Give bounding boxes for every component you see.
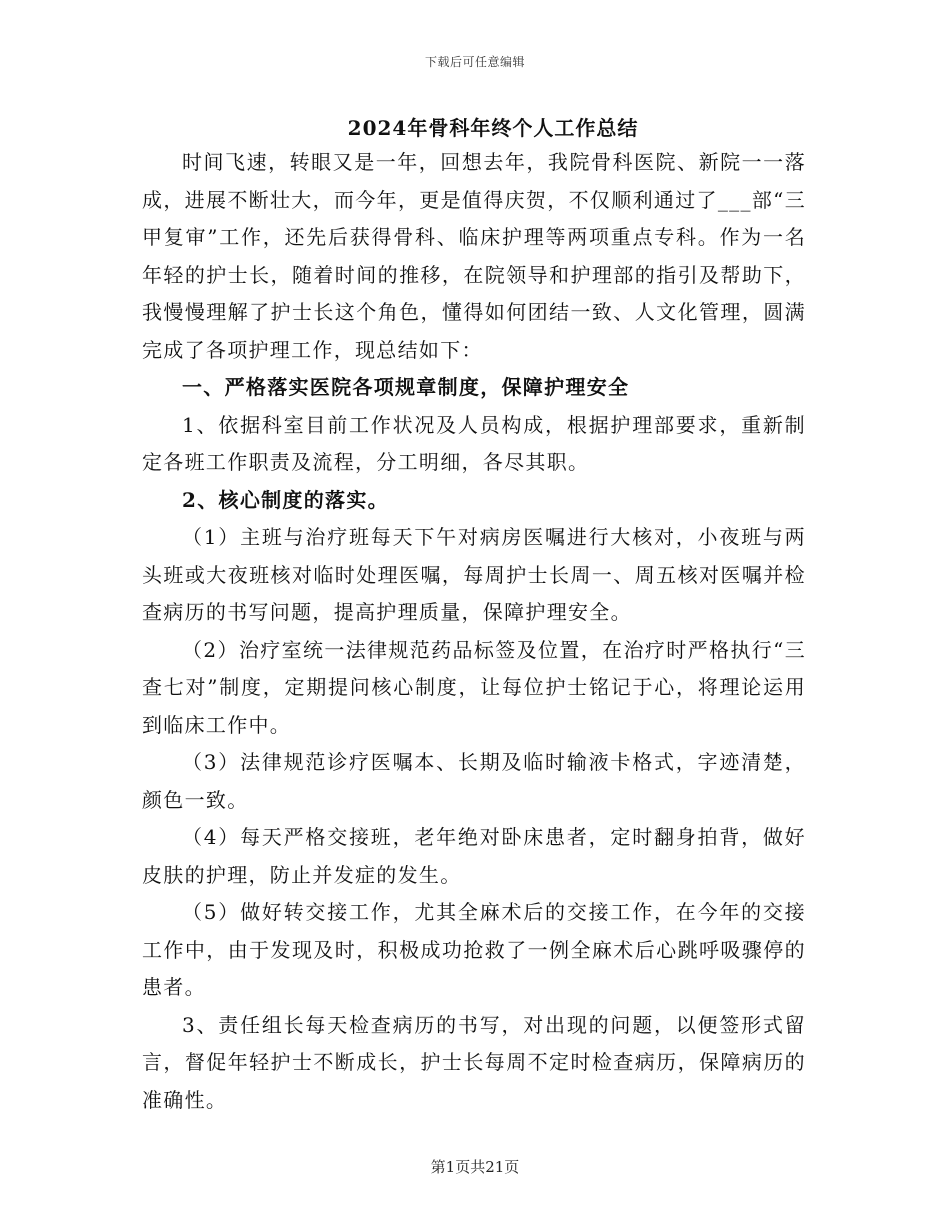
paragraph-item-3: 3、责任组长每天检查病历的书写，对出现的问题，以便签形式留言，督促年轻护士不断成长，护士长每周不定时检查病历，保障病历的准确性。 [142,1012,806,1112]
intro-paragraph: 时间飞速，转眼又是一年，回想去年，我院骨科医院、新院一一落成，进展不断壮大，而今年，更是值得庆贺，不仅顺利通过了___部“三甲复审”工作，还先后获得骨科、临床护理等两项重点专科。作为一名年轻的护士长，随着时间的推移，在院领导和护理部的指引及帮助下，我慢慢理解了护士长这个角色，懂得如何团结一致、人文化管理，圆满完成了各项护理工作，现总结如下： [142,150,806,362]
paragraph-subitem-3: （3）法律规范诊疗医嘱本、长期及临时输液卡格式，字迹清楚，颜色一致。 [142,750,806,812]
document-body [142,112,806,1119]
paragraph-subitem-5: （5）做好转交接工作，尤其全麻术后的交接工作，在今年的交接工作中，由于发现及时，积极成功抢救了一例全麻术后心跳呼吸骤停的患者。 [142,900,806,999]
page-number-footer: 第1页共21页 [430,1158,520,1176]
paragraph-subitem-4: （4）每天严格交接班，老年绝对卧床患者，定时翻身拍背，做好皮肤的护理，防止并发症的发生。 [142,825,806,887]
section-heading-1: 一、严格落实医院各项规章制度，保障护理安全 [182,375,630,399]
page-header-note: 下载后可任意编辑 [424,55,525,69]
paragraph-item-1: 1、依据科室目前工作状况及人员构成，根据护理部要求，重新制定各班工作职责及流程，分工明细，各尽其职。 [142,412,806,474]
document-title: 2024年骨科年终个人工作总结 [347,116,639,140]
subsection-heading-2: 2、核心制度的落实。 [182,487,389,512]
paragraph-subitem-2: （2）治疗室统一法律规范药品标签及位置，在治疗时严格执行“三查七对”制度，定期提问核心制度，让每位护士铭记于心，将理论运用到临床工作中。 [142,637,806,737]
paragraph-subitem-1: （1）主班与治疗班每天下午对病房医嘱进行大核对，小夜班与两头班或大夜班核对临时处理医嘱，每周护士长周一、周五核对医嘱并检查病历的书写问题，提高护理质量，保障护理安全。 [142,525,806,624]
